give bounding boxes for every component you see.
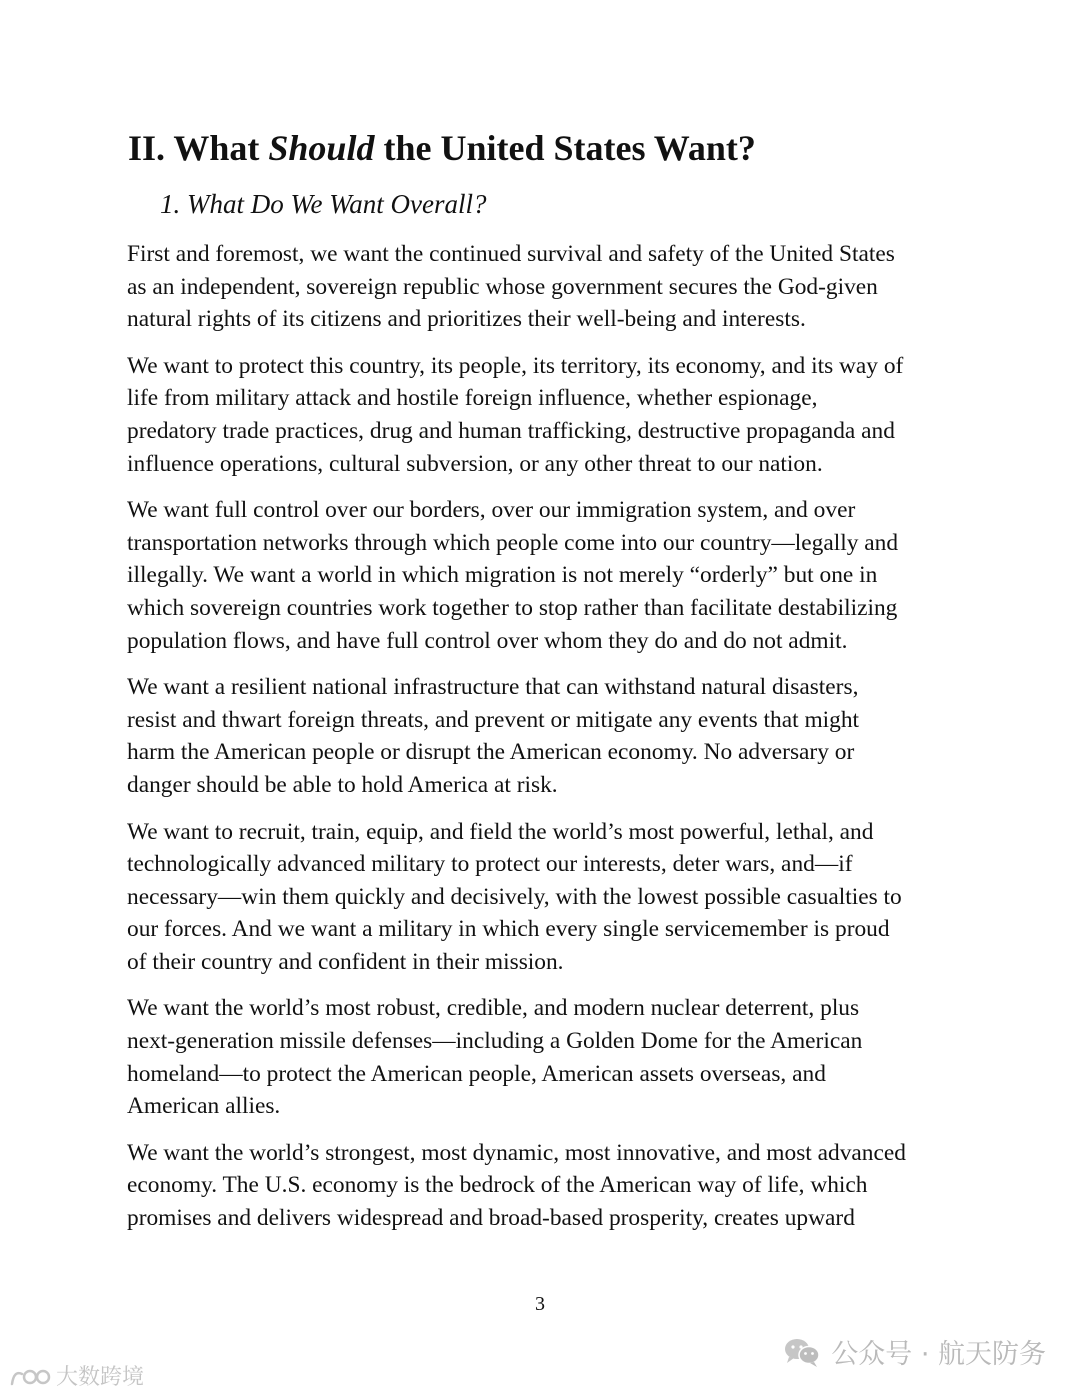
page-number: 3 <box>535 1293 545 1315</box>
text-line: harm the American people or disrupt the American economy. No adversary or <box>127 739 855 766</box>
text-line: We want a resilient national infrastructure that can withstand natural disasters, <box>127 674 859 701</box>
text-line: We want to protect this country, its people, its territory, its economy, and its way of <box>127 352 904 379</box>
text-line: natural rights of its citizens and prioritizes their well-being and interests. <box>127 306 806 333</box>
wechat-icon <box>783 1336 821 1368</box>
text-line: We want the world’s most robust, credible, and modern nuclear deterrent, plus <box>127 995 860 1022</box>
watermark-right-text: 公众号 · 航天防务 <box>831 1339 1046 1370</box>
text-line: American allies. <box>127 1093 281 1120</box>
watermark-wechat <box>783 1332 1046 1371</box>
paragraph-nuclear-deterrent <box>127 992 962 1122</box>
text-line: homeland—to protect the American people, American assets overseas, and <box>127 1060 826 1087</box>
body-text <box>127 238 962 1249</box>
text-line: population flows, and have full control over whom they do and do not admit. <box>127 627 848 654</box>
text-line: promises and delivers widespread and broad-based prosperity, creates upward <box>127 1205 855 1232</box>
text-line: our forces. And we want a military in which every single servicemember is proud <box>127 916 890 943</box>
text-line: predatory trade practices, drug and human trafficking, destructive propaganda and <box>127 417 895 444</box>
text-line: We want to recruit, train, equip, and field the world’s most powerful, lethal, and <box>127 818 874 845</box>
paragraph-protection <box>127 350 962 480</box>
section-subheading: 1. What Do We Want Overall? <box>160 189 487 219</box>
text-line: life from military attack and hostile foreign influence, whether espionage, <box>127 385 818 412</box>
paragraph-military <box>127 816 962 979</box>
title-emphasis: Should <box>268 128 375 168</box>
text-line: influence operations, cultural subversion, or any other threat to our nation. <box>127 450 823 477</box>
paragraph-economy <box>127 1137 962 1235</box>
text-line: illegally. We want a world in which migration is not merely “orderly” but one in <box>127 562 878 589</box>
text-line: next-generation missile defenses—including a Golden Dome for the American <box>127 1028 863 1055</box>
text-line: We want full control over our borders, over our immigration system, and over <box>127 497 856 524</box>
paragraph-survival <box>127 238 962 336</box>
watermark-brand <box>8 1360 144 1391</box>
text-line: danger should be able to hold America at risk. <box>127 771 558 798</box>
paragraph-infrastructure <box>127 671 962 801</box>
text-line: necessary—win them quickly and decisively, with the lowest possible casualties to <box>127 883 902 910</box>
text-line: First and foremost, we want the continued survival and safety of the United States <box>127 241 895 267</box>
watermark-left-text: 大数跨境 <box>56 1365 145 1390</box>
text-line: economy. The U.S. economy is the bedrock of the American way of life, which <box>127 1172 868 1199</box>
text-line: technologically advanced military to protect our interests, deter wars, and—if <box>127 851 853 878</box>
text-line: of their country and confident in their mission. <box>127 948 564 975</box>
title-prefix: II. What <box>128 128 269 168</box>
text-line: transportation networks through which people come into our country—legally and <box>127 529 899 556</box>
logo-icon <box>8 1364 52 1388</box>
text-line: We want the world’s strongest, most dynamic, most innovative, and most advanced <box>127 1139 906 1166</box>
text-line: which sovereign countries work together to stop rather than facilitate destabilizing <box>127 594 898 621</box>
paragraph-borders <box>127 494 962 657</box>
text-line: as an independent, sovereign republic whose government secures the God-given <box>127 273 878 300</box>
title-suffix: the United States Want? <box>374 128 756 168</box>
text-line: resist and thwart foreign threats, and prevent or mitigate any events that might <box>127 706 860 733</box>
page-title <box>128 126 756 170</box>
